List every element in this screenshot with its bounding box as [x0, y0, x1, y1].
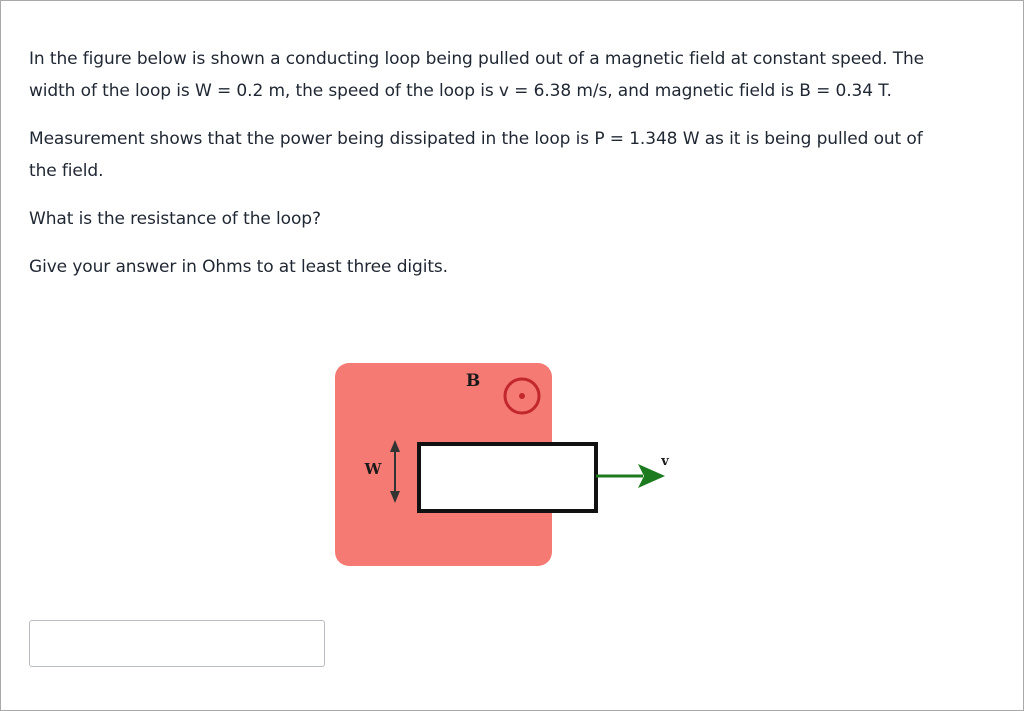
conducting-loop	[419, 444, 596, 511]
field-label: B	[465, 371, 481, 391]
question-line: What is the resistance of the loop?	[29, 209, 321, 229]
question-line: In the figure below is shown a conducting loop being pulled out of a magnetic field at constant speed. The	[29, 49, 925, 69]
loop-figure	[321, 356, 681, 571]
question-line: the field.	[29, 161, 104, 181]
answer-input[interactable]	[29, 620, 325, 667]
question-paragraph-3	[29, 203, 1004, 235]
question-line: Give your answer in Ohms to at least three digits.	[29, 257, 448, 277]
velocity-arrow-icon	[596, 464, 665, 488]
question-paragraph-1	[29, 43, 1004, 107]
question-text	[29, 43, 1004, 299]
velocity-label: v	[661, 454, 669, 469]
question-line: width of the loop is W = 0.2 m, the speed of the loop is v = 6.38 m/s, and magnetic field is B = 0.34 T.	[29, 81, 892, 101]
question-paragraph-2	[29, 123, 1004, 187]
question-paragraph-4	[29, 251, 1004, 283]
width-label: W	[364, 460, 382, 478]
question-line: Measurement shows that the power being dissipated in the loop is P = 1.348 W as it is being pulled out of	[29, 129, 923, 149]
